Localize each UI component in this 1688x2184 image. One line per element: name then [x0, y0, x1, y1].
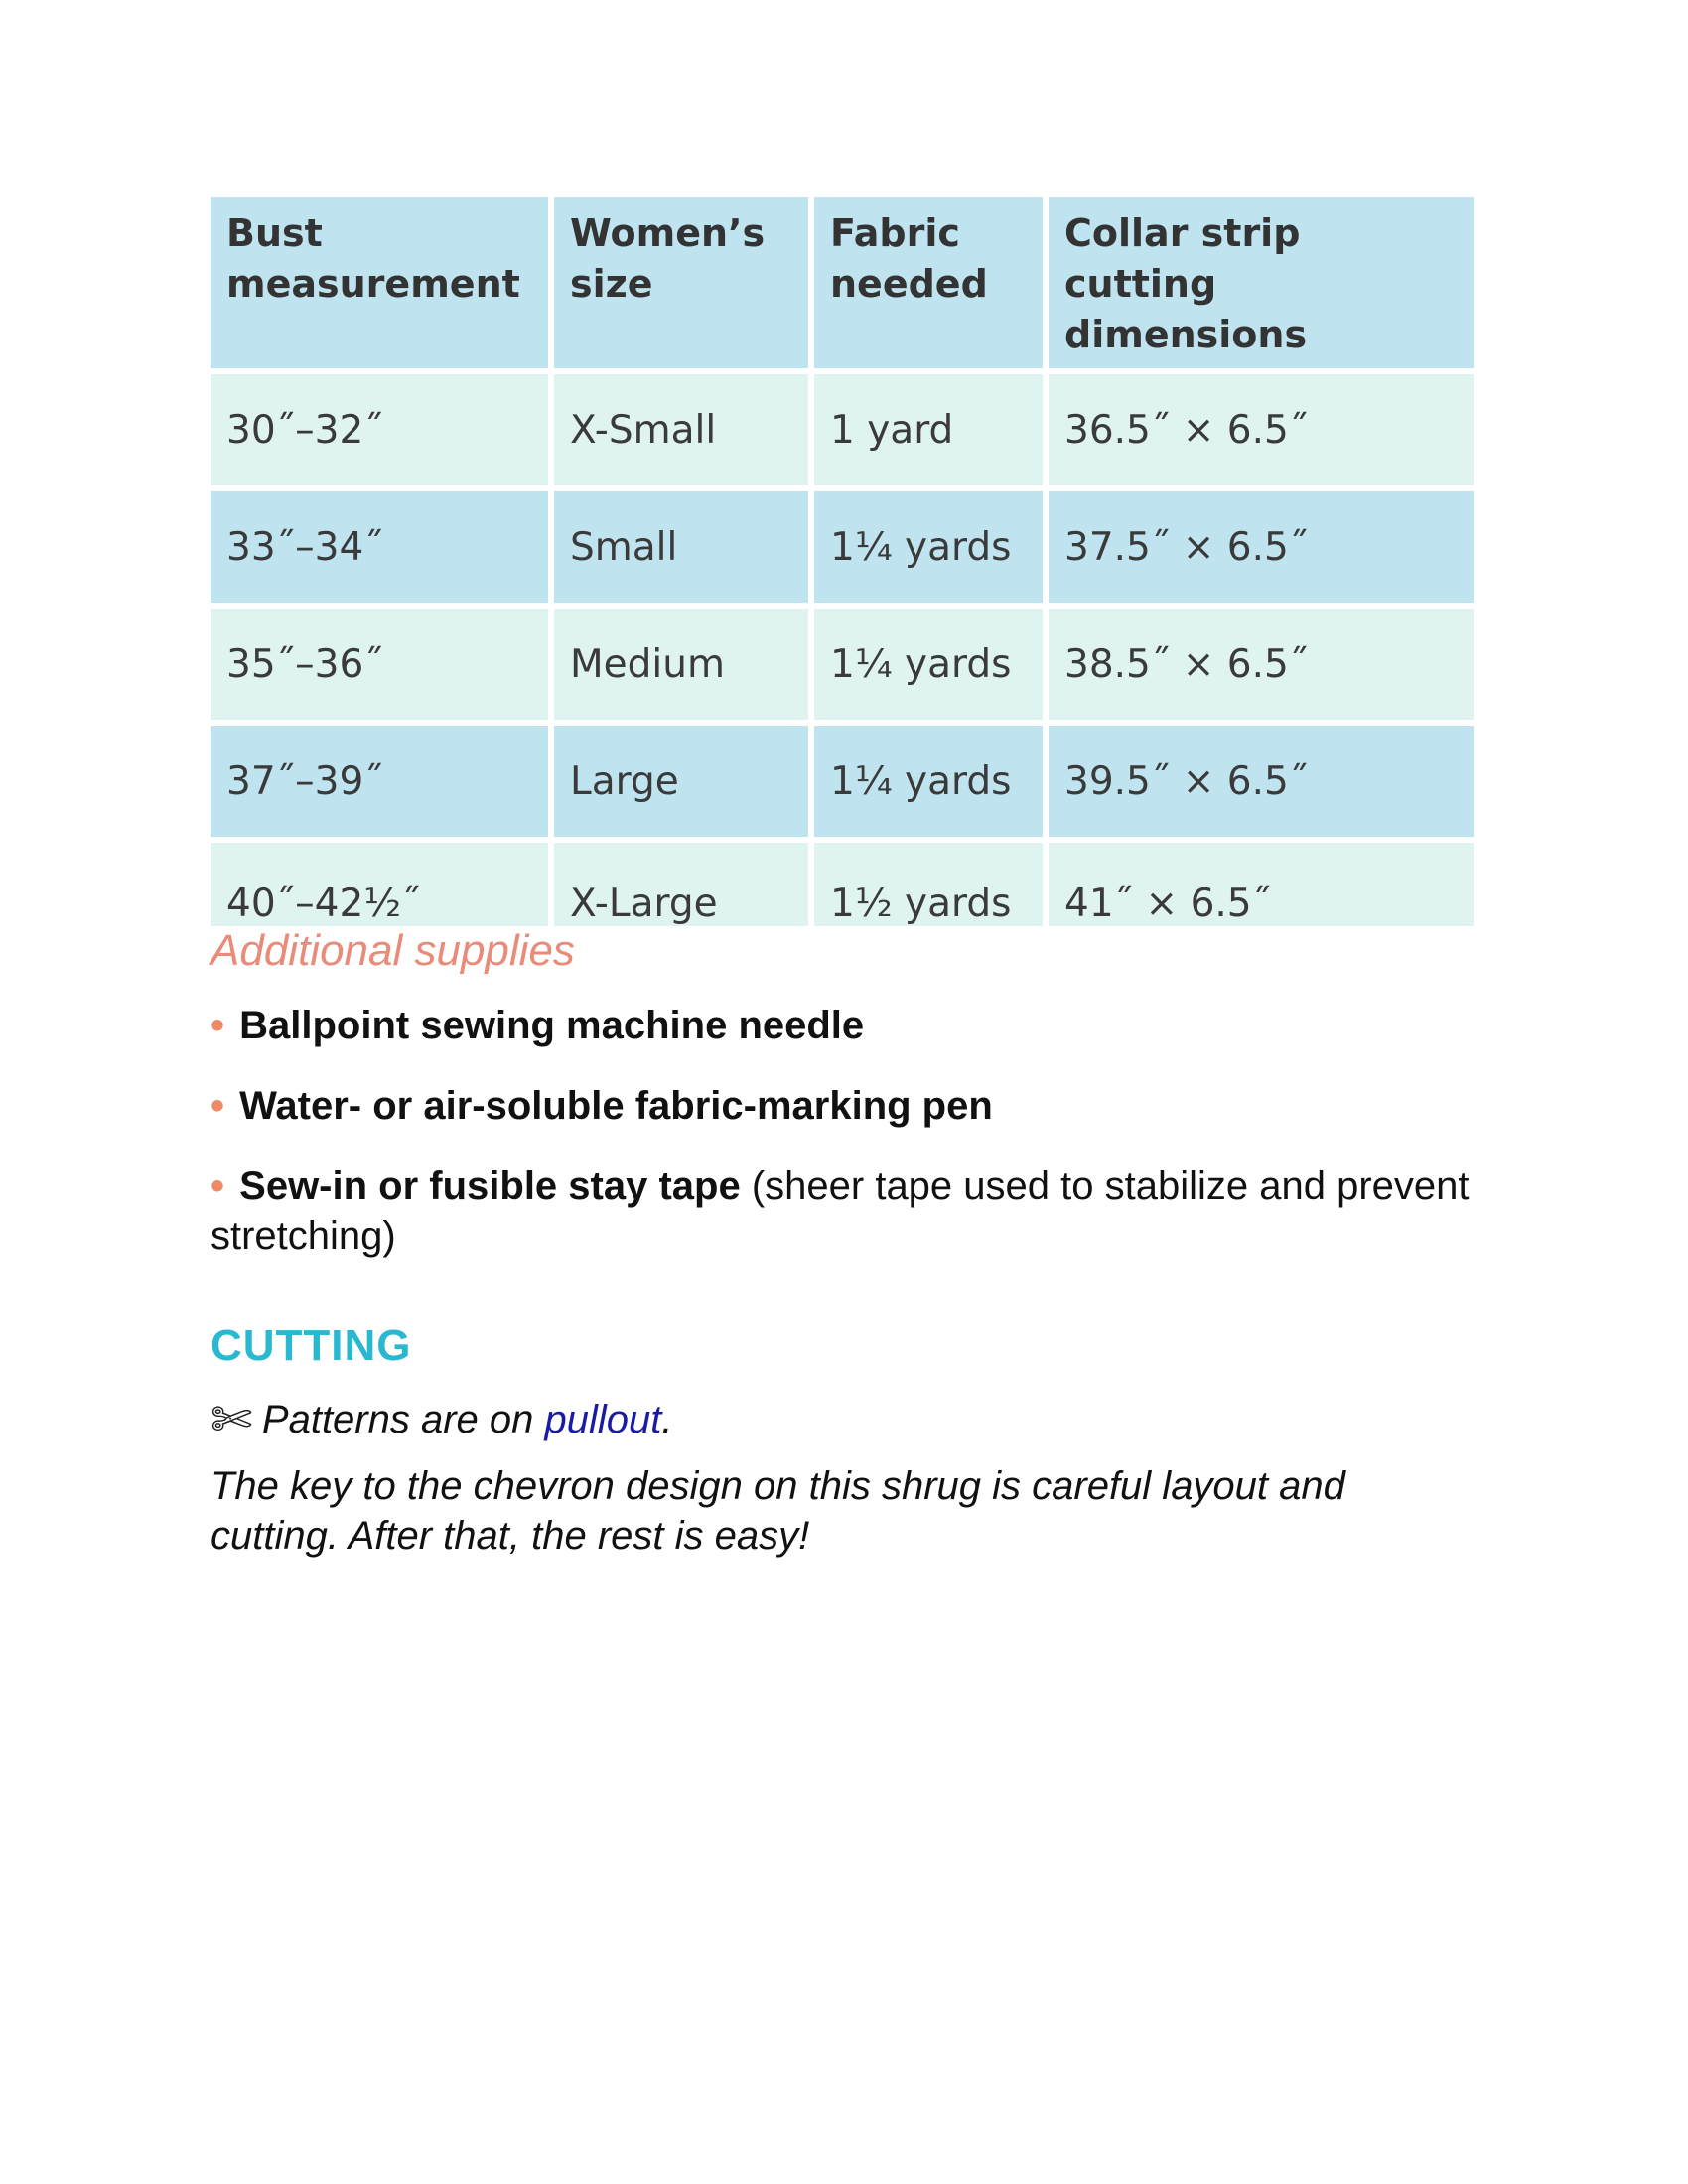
cell-bust: 33˝–34˝: [211, 491, 548, 603]
supply-name: Sew-in or fusible stay tape: [239, 1164, 741, 1208]
cell-fabric: 1 yard: [814, 374, 1043, 485]
table-row: [211, 843, 1474, 926]
pullout-link[interactable]: pullout: [544, 1398, 662, 1441]
bullet-icon: •: [211, 1164, 225, 1208]
cutting-intro: The key to the chevron design on this shrug is careful layout and cutting. After that, the rest is easy!: [211, 1464, 1345, 1558]
table-row: [211, 374, 1474, 485]
patterns-note: [211, 1394, 1477, 1445]
supply-name: Ballpoint sewing machine needle: [239, 1004, 865, 1047]
bullet-icon: •: [211, 1004, 225, 1047]
header-fabric-needed: Fabric needed: [814, 197, 1043, 368]
list-item: [211, 1161, 1477, 1261]
cell-bust: 40˝–42½˝: [211, 843, 548, 926]
cell-size: Medium: [554, 609, 808, 720]
list-item: [211, 1081, 1477, 1131]
cell-bust: 35˝–36˝: [211, 609, 548, 720]
cell-collar: 39.5˝ × 6.5˝: [1049, 726, 1474, 837]
cell-collar: 41˝ × 6.5˝: [1049, 843, 1474, 926]
patterns-note-suffix: .: [661, 1398, 673, 1441]
cell-fabric: 1¼ yards: [814, 609, 1043, 720]
document-page: [211, 197, 1477, 1561]
table-row: [211, 609, 1474, 720]
cell-size: X-Large: [554, 843, 808, 926]
supplies-heading: Additional supplies: [211, 926, 575, 975]
header-bust-measurement: Bust measurement: [211, 197, 548, 368]
size-table: [205, 191, 1479, 932]
cell-bust: 30˝–32˝: [211, 374, 548, 485]
cell-size: X-Small: [554, 374, 808, 485]
cell-fabric: 1¼ yards: [814, 726, 1043, 837]
cell-bust: 37˝–39˝: [211, 726, 548, 837]
cell-size: Small: [554, 491, 808, 603]
cell-collar: 37.5˝ × 6.5˝: [1049, 491, 1474, 603]
supply-name: Water- or air-soluble fabric-marking pen: [239, 1084, 993, 1128]
table-header-row: [211, 197, 1474, 368]
cutting-heading: CUTTING: [211, 1321, 412, 1370]
scissors-icon: ✄: [211, 1392, 252, 1447]
cell-size: Large: [554, 726, 808, 837]
supplies-list: [211, 1001, 1477, 1261]
cell-fabric: 1½ yards: [814, 843, 1043, 926]
bullet-icon: •: [211, 1084, 225, 1128]
list-item: [211, 1001, 1477, 1050]
size-table-container: [211, 191, 1477, 926]
table-row: [211, 726, 1474, 837]
patterns-note-prefix: Patterns are on: [261, 1398, 545, 1441]
header-womens-size: Women’s size: [554, 197, 808, 368]
cell-collar: 36.5˝ × 6.5˝: [1049, 374, 1474, 485]
header-collar-dimensions: Collar strip cutting dimensions: [1049, 197, 1474, 368]
table-row: [211, 491, 1474, 603]
cell-fabric: 1¼ yards: [814, 491, 1043, 603]
cell-collar: 38.5˝ × 6.5˝: [1049, 609, 1474, 720]
supply-description: (sheer tape used to stabilize and prevent stretching): [211, 1164, 1470, 1258]
